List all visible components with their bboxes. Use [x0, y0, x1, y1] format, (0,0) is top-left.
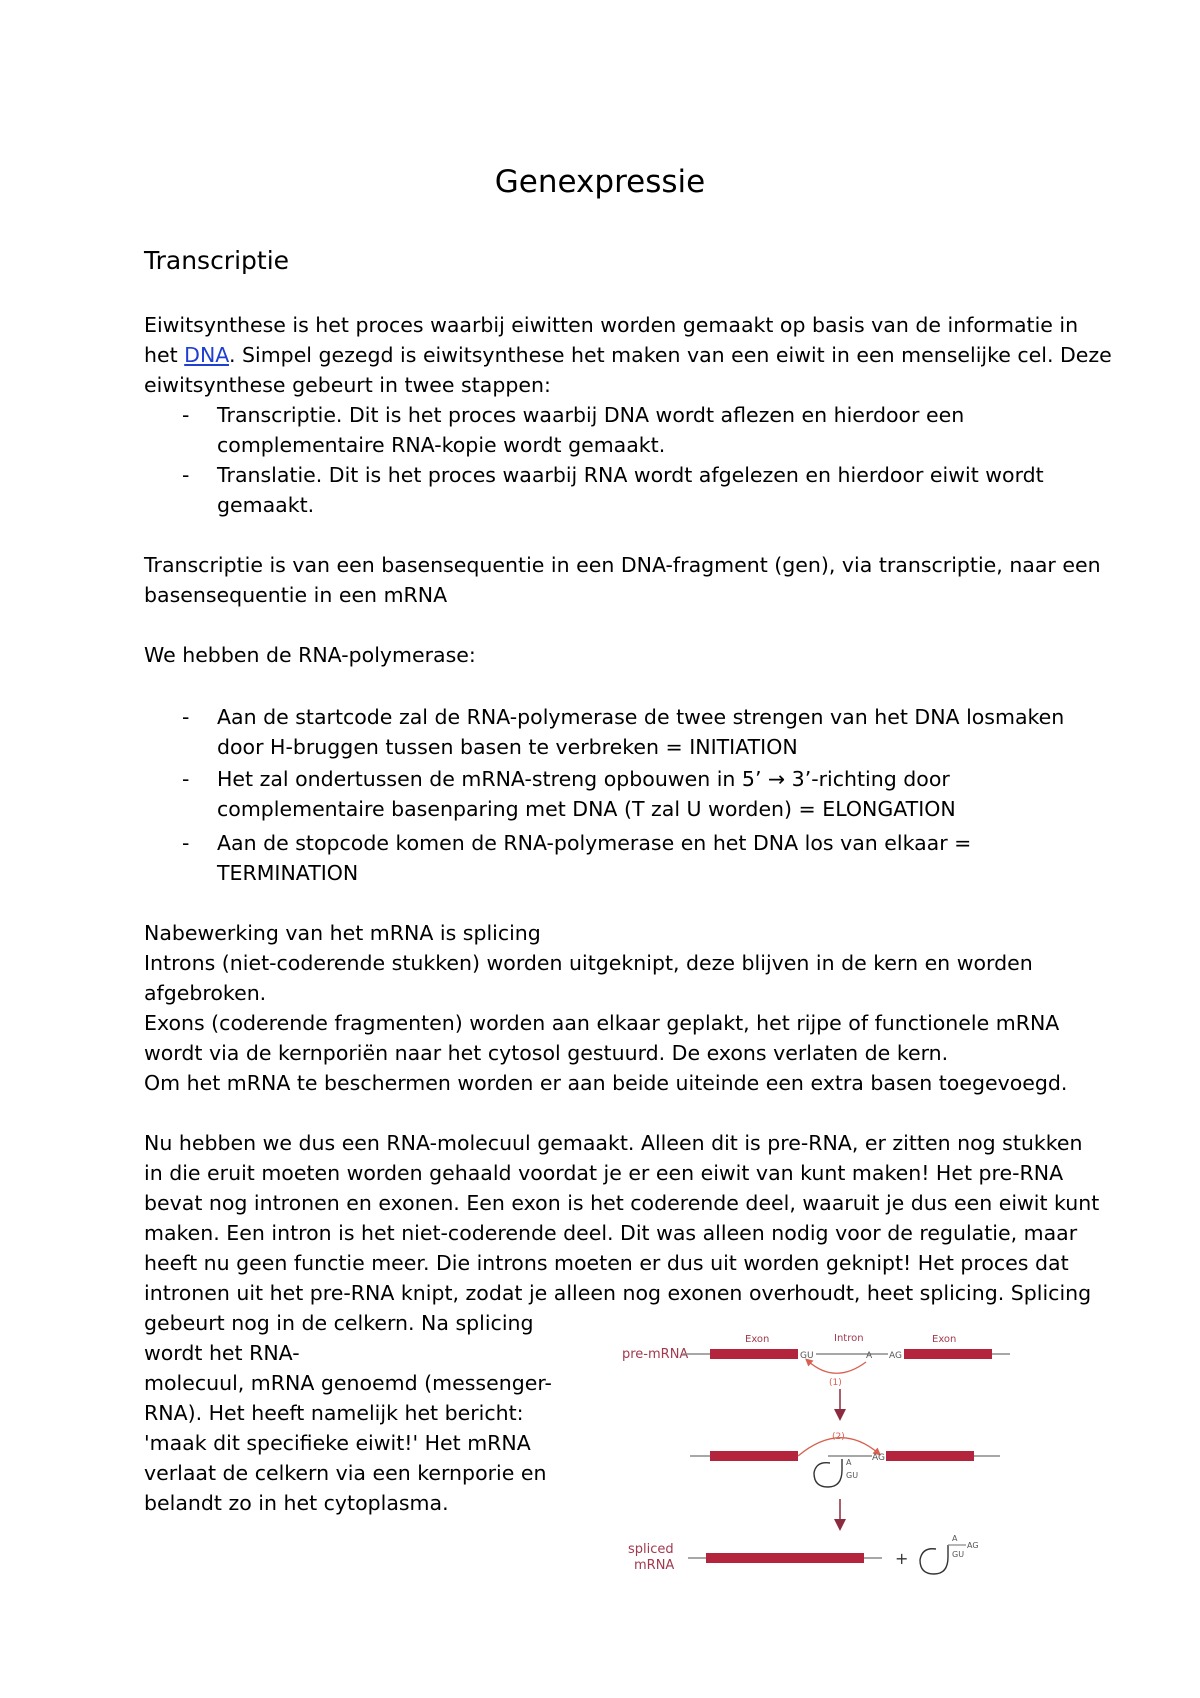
paragraph-line: heeft nu geen functie meer. Die introns moeten er dus uit worden geknipt! Het proces dat	[144, 1251, 1069, 1275]
lariat-loop	[920, 1545, 948, 1574]
ag-label: AG	[889, 1351, 902, 1361]
list-item-text: gemaakt.	[217, 493, 315, 517]
list-item-text: complementaire RNA-kopie wordt gemaakt.	[217, 433, 666, 457]
lariat-a-label: A	[952, 1534, 958, 1543]
splicing-line-6: Om het mRNA te beschermen worden er aan beide uiteinde een extra basen toegevoegd.	[144, 1071, 1068, 1095]
paragraph-line: gebeurt nog in de celkern. Na splicing	[144, 1311, 534, 1335]
gu-label: GU	[800, 1351, 814, 1361]
paragraph-line: in die eruit moeten worden gehaald voordat je er een eiwit van kunt maken! Het pre-RNA	[144, 1161, 1064, 1185]
list-item-text: Translatie. Dit is het proces waarbij RNA wordt afgelezen en hierdoor eiwit wordt	[217, 463, 1044, 487]
paragraph-line: molecuul, mRNA genoemd (messenger-	[144, 1371, 552, 1395]
list-item-text: Transcriptie. Dit is het proces waarbij DNA wordt aflezen en hierdoor een	[217, 403, 965, 427]
lariat-a-label: A	[846, 1458, 852, 1467]
list-item-text: Aan de startcode zal de RNA-polymerase de twee strengen van het DNA losmaken	[217, 705, 1065, 729]
bullet-dash: -	[182, 767, 190, 791]
dna-link[interactable]: DNA	[184, 343, 229, 367]
intro-text: . Simpel gezegd is eiwitsynthese het maken van een eiwit in een menselijke cel. Deze	[228, 343, 1112, 367]
list-item-text: TERMINATION	[217, 861, 359, 885]
intro-text: het	[144, 343, 185, 367]
plus-sign: +	[895, 1549, 909, 1568]
paragraph-line: Nu hebben we dus een RNA-molecuul gemaakt. Alleen dit is pre-RNA, er zitten nog stukken	[144, 1131, 1083, 1155]
paragraph-line: intronen uit het pre-RNA knipt, zodat je alleen nog exonen overhoudt, heet splicing. Splicing	[144, 1281, 1092, 1305]
splicing-line-2: Introns (niet-coderende stukken) worden uitgeknipt, deze blijven in de kern en worden	[144, 951, 1033, 975]
mrna-label: mRNA	[634, 1558, 675, 1573]
splice-arrow	[808, 1361, 866, 1373]
bullet-dash: -	[182, 403, 190, 427]
exon-block	[904, 1349, 992, 1359]
paragraph-line: wordt het RNA-	[144, 1341, 300, 1365]
a-label: A	[866, 1351, 873, 1361]
intro-line-2	[144, 341, 1112, 371]
list-item-text: complementaire basenparing met DNA (T zal U worden) = ELONGATION	[217, 797, 956, 821]
definition-line-1: Transcriptie is van een basensequentie in een DNA-fragment (gen), via transcriptie, naar een	[144, 553, 1101, 577]
splicing-line-1: Nabewerking van het mRNA is splicing	[144, 921, 541, 945]
paragraph-line: 'maak dit specifieke eiwit!' Het mRNA	[144, 1431, 531, 1455]
list-item-text: Aan de stopcode komen de RNA-polymerase en het DNA los van elkaar =	[217, 831, 972, 855]
ag-label: AG	[872, 1453, 885, 1463]
intron-label: Intron	[834, 1333, 864, 1344]
paragraph-line: RNA). Het heeft namelijk het bericht:	[144, 1401, 524, 1425]
bullet-dash: -	[182, 831, 190, 855]
pre-mrna-label: pre-mRNA	[622, 1347, 689, 1362]
splicing-line-5: wordt via de kernporiën naar het cytosol gestuurd. De exons verlaten de kern.	[144, 1041, 949, 1065]
section-heading: Transcriptie	[144, 246, 290, 275]
exon-block	[710, 1349, 798, 1359]
exon-block	[710, 1451, 798, 1461]
exon-block	[886, 1451, 974, 1461]
page-title: Genexpressie	[494, 164, 706, 200]
intro-line-3: eiwitsynthese gebeurt in twee stappen:	[144, 373, 551, 397]
splicing-line-4: Exons (coderende fragmenten) worden aan elkaar geplakt, het rijpe of functionele mRNA	[144, 1011, 1060, 1035]
definition-line-2: basensequentie in een mRNA	[144, 583, 448, 607]
paragraph-line: belandt zo in het cytoplasma.	[144, 1491, 449, 1515]
paragraph-line: maken. Een intron is het niet-coderende deel. Dit was alleen nodig voor de regulatie, maar	[144, 1221, 1078, 1245]
splicing-diagram	[610, 1325, 1010, 1587]
polymerase-intro: We hebben de RNA-polymerase:	[144, 643, 476, 667]
list-item-text: Het zal ondertussen de mRNA-streng opbouwen in 5’ → 3’-richting door	[217, 767, 950, 791]
exon-block	[706, 1553, 784, 1563]
lariat-ag-label: AG	[967, 1541, 979, 1550]
exon-block	[784, 1553, 864, 1563]
step-label: (2)	[832, 1432, 845, 1442]
exon-label: Exon	[745, 1334, 770, 1345]
paragraph-line: bevat nog intronen en exonen. Een exon is het coderende deel, waaruit je dus een eiwit kunt	[144, 1191, 1100, 1215]
spliced-label: spliced	[628, 1542, 674, 1557]
splicing-line-3: afgebroken.	[144, 981, 267, 1005]
intro-line-1: Eiwitsynthese is het proces waarbij eiwitten worden gemaakt op basis van de informatie in	[144, 313, 1079, 337]
step-label: (1)	[829, 1378, 842, 1388]
bullet-dash: -	[182, 463, 190, 487]
exon-label: Exon	[932, 1334, 957, 1345]
lariat-loop	[814, 1459, 842, 1487]
paragraph-line: verlaat de celkern via een kernporie en	[144, 1461, 547, 1485]
lariat-gu-label: GU	[846, 1471, 859, 1480]
bullet-dash: -	[182, 705, 190, 729]
list-item-text: door H-bruggen tussen basen te verbreken = INITIATION	[217, 735, 798, 759]
lariat-gu-label: GU	[952, 1550, 965, 1559]
